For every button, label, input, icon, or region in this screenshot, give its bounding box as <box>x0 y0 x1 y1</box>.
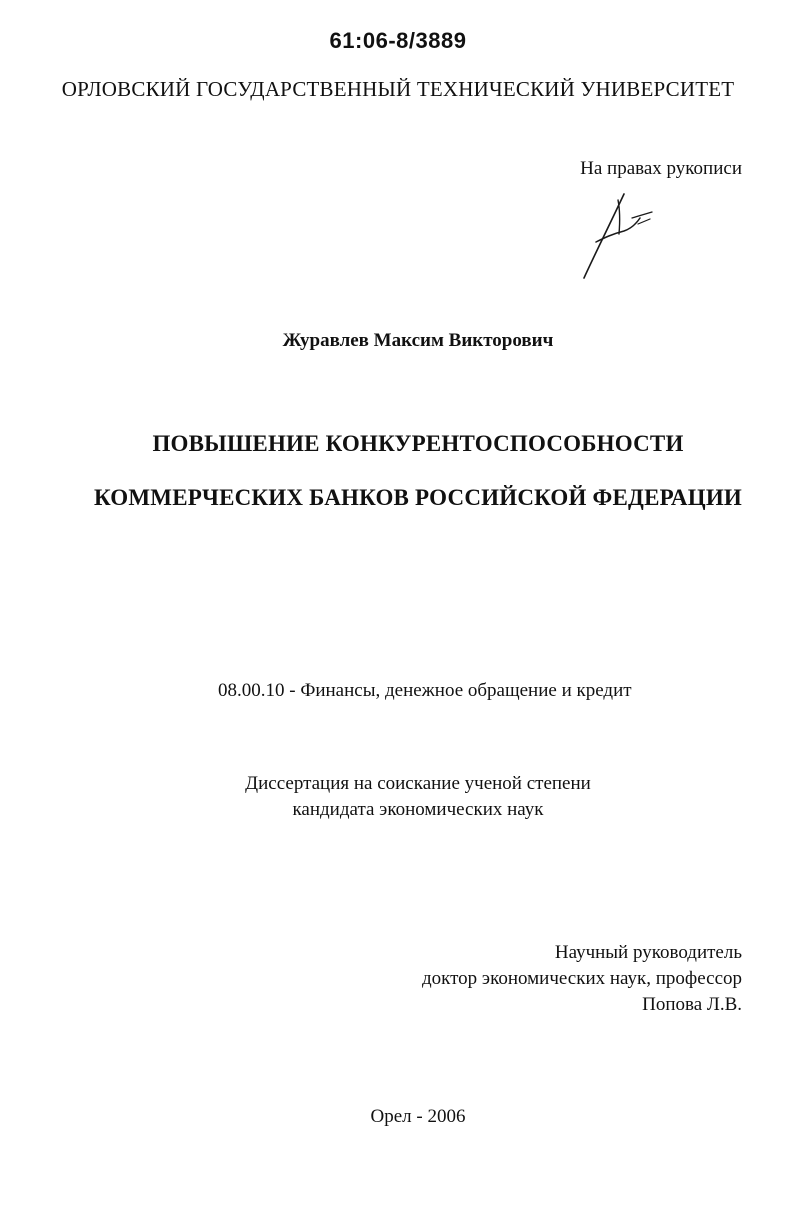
author-name: Журавлев Максим Викторович <box>282 330 554 351</box>
supervisor-name: Попова Л.В. <box>642 994 742 1015</box>
catalog-number: 61:06-8/3889 <box>329 28 467 53</box>
thesis-title-line-2: КОММЕРЧЕСКИХ БАНКОВ РОССИЙСКОЙ ФЕДЕРАЦИИ <box>93 485 743 510</box>
university-name: ОРЛОВСКИЙ ГОСУДАРСТВЕННЫЙ ТЕХНИЧЕСКИЙ УНИВЕРСИТЕТ <box>61 77 735 101</box>
thesis-title-line-1: ПОВЫШЕНИЕ КОНКУРЕНТОСПОСОБНОСТИ <box>152 431 684 456</box>
supervisor-role: Научный руководитель <box>554 942 742 963</box>
degree-line-2: кандидата экономических наук <box>292 799 544 820</box>
manuscript-rights-note: На правах рукописи <box>580 158 742 179</box>
supervisor-block <box>422 940 742 1018</box>
degree-line-1: Диссертация на соискание ученой степени <box>245 773 591 794</box>
city-year: Орел - 2006 <box>370 1106 466 1127</box>
specialty-code: 08.00.10 - Финансы, денежное обращение и кредит <box>218 680 632 701</box>
supervisor-credentials: доктор экономических наук, профессор <box>421 968 742 989</box>
signature-icon <box>578 188 658 284</box>
